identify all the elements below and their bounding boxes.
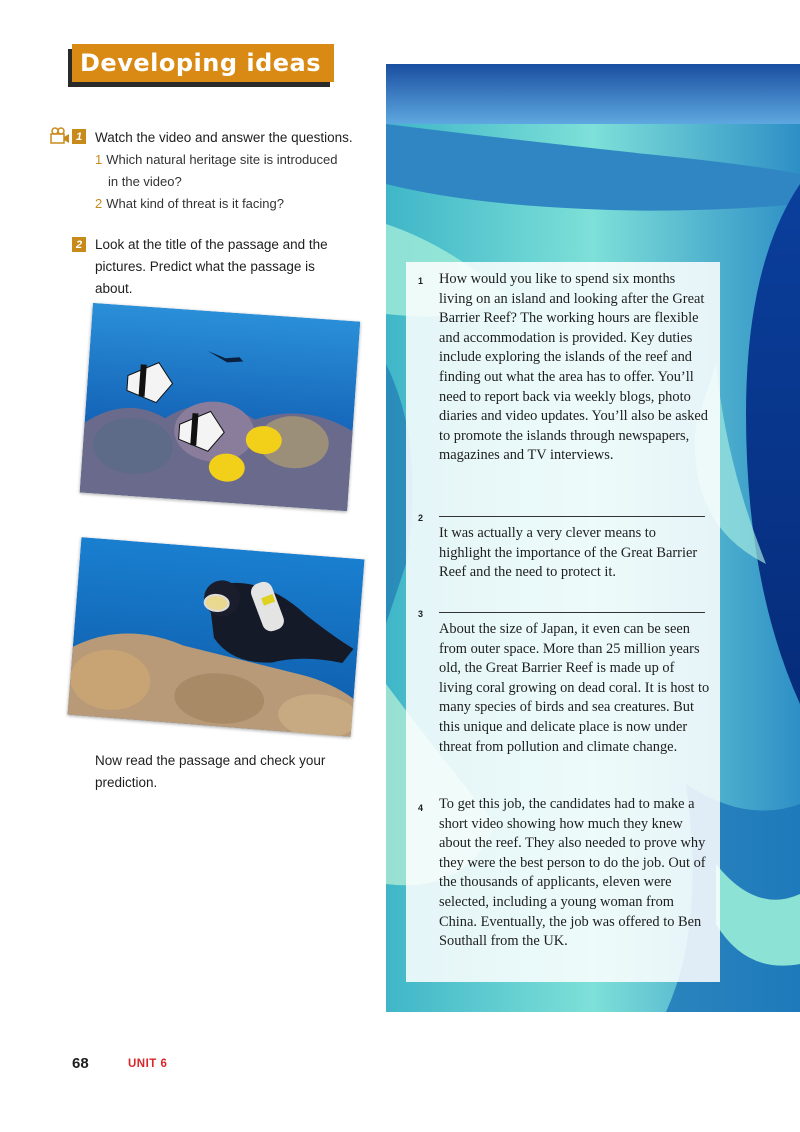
paragraph-text: It was actually a very clever means to highlight the importance of the Great Barrier Reef and the need to protect it. (439, 525, 698, 581)
question-text: Which natural heritage site is introduced (106, 152, 338, 167)
question-number: 1 (95, 152, 103, 167)
task2-line: pictures. Predict what the passage is (95, 259, 315, 274)
paragraph-3 (406, 603, 720, 757)
video-camera-icon (50, 127, 70, 145)
task-number-1: 1 (72, 129, 86, 144)
task2-line: Look at the title of the passage and the (95, 237, 328, 252)
paragraph-number: 4 (418, 803, 424, 813)
paragraph-4 (406, 795, 720, 952)
heading-blank-line (439, 603, 705, 613)
paragraph-text: About the size of Japan, it even can be seen from outer space. More than 25 million years old, the Great Barrier Reef is made up of living coral growing on dead coral. It is host to many species of birds and sea creatures. But this unique and delicate place is now under threat from pollution and climate change. (439, 621, 710, 755)
followup-line: Now read the passage and check your (95, 753, 326, 768)
diver-photo (67, 537, 364, 737)
paragraph-text: To get this job, the candidates had to make a short video showing how much they knew about the reef. They also needed to prove why they were the best person to do the job. Out of the thousands of applicants, eleven were selected, including a young woman from China. Eventually, the job was offered to Ben Southall from the UK. (439, 796, 706, 950)
paragraph-text: How would you like to spend six months living on an island and looking after the Great Barrier Reef? The working hours are flexible and accommodation is provided. Key duties include exploring the islands of the reef and finding out what the area has to offer. You’ll need to report back via weekly blogs, photo diaries and video updates. You’ll also be asked to promote the islands through newspapers, magazines and TV interviews. (439, 271, 708, 464)
unit-label: UNIT 6 (128, 1058, 168, 1070)
section-title: Developing ideas (80, 49, 322, 77)
page-number: 68 (72, 1055, 89, 1072)
section-banner (72, 44, 334, 82)
question-text: What kind of threat is it facing? (106, 196, 284, 211)
question-number: 2 (95, 196, 103, 211)
task-number-2: 2 (72, 237, 86, 252)
question-1-continued: in the video? (108, 174, 182, 189)
paragraph-number: 3 (418, 609, 424, 619)
banner-divider (369, 52, 371, 74)
question-2 (95, 193, 284, 215)
followup-line: prediction. (95, 775, 158, 790)
paragraph-1 (406, 270, 720, 466)
coral-fish-photo (80, 303, 361, 511)
paragraph-number: 2 (418, 513, 424, 523)
reading-passage (406, 262, 720, 982)
paragraph-number: 1 (418, 276, 424, 286)
paragraph-2 (406, 507, 720, 583)
task1-instruction: Watch the video and answer the questions. (95, 130, 353, 145)
heading-blank-line (439, 507, 705, 517)
question-1 (95, 149, 337, 171)
task2-line: about. (95, 281, 133, 296)
